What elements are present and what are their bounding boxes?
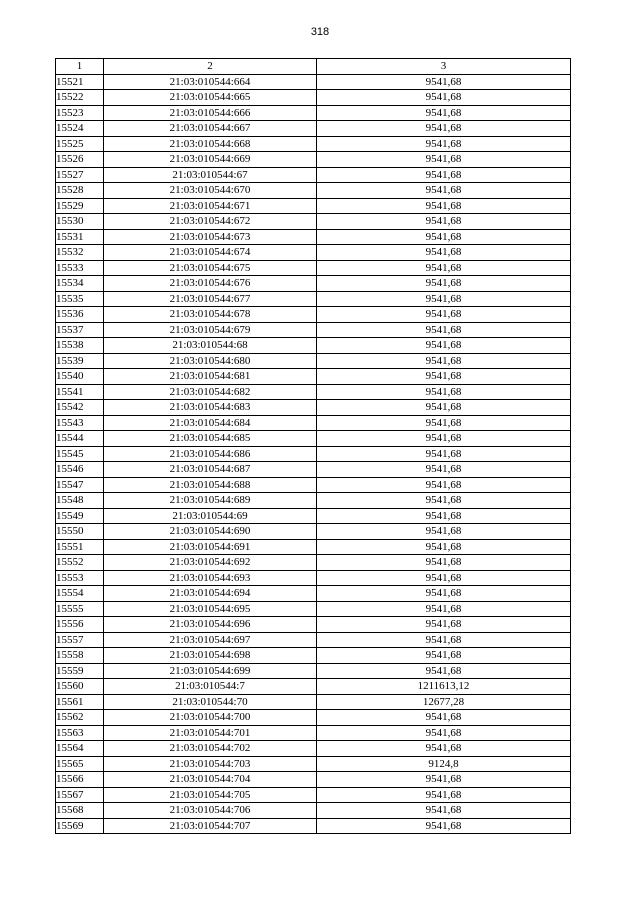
table-row (56, 415, 571, 431)
table-row (56, 136, 571, 152)
cadastral-number-cell: 21:03:010544:675 (104, 260, 317, 276)
row-number-cell: 15529 (56, 198, 104, 214)
row-number-cell: 15544 (56, 431, 104, 447)
row-number-cell: 15538 (56, 338, 104, 354)
cadastral-number-cell: 21:03:010544:703 (104, 756, 317, 772)
table-row (56, 307, 571, 323)
table-row (56, 369, 571, 385)
cadastral-number-cell: 21:03:010544:704 (104, 772, 317, 788)
cadastral-number-cell: 21:03:010544:667 (104, 121, 317, 137)
row-number-cell: 15552 (56, 555, 104, 571)
table-row (56, 353, 571, 369)
cadastral-number-cell: 21:03:010544:682 (104, 384, 317, 400)
value-cell: 9541,68 (317, 772, 571, 788)
value-cell: 12677,28 (317, 694, 571, 710)
value-cell: 9541,68 (317, 276, 571, 292)
table-row (56, 787, 571, 803)
cadastral-number-cell: 21:03:010544:67 (104, 167, 317, 183)
cadastral-number-cell: 21:03:010544:691 (104, 539, 317, 555)
column-header: 2 (104, 59, 317, 75)
value-cell: 9541,68 (317, 400, 571, 416)
row-number-cell: 15568 (56, 803, 104, 819)
cadastral-number-cell: 21:03:010544:683 (104, 400, 317, 416)
row-number-cell: 15566 (56, 772, 104, 788)
value-cell: 9541,68 (317, 524, 571, 540)
row-number-cell: 15541 (56, 384, 104, 400)
row-number-cell: 15542 (56, 400, 104, 416)
row-number-cell: 15532 (56, 245, 104, 261)
table-header-row (56, 59, 571, 75)
cadastral-number-cell: 21:03:010544:697 (104, 632, 317, 648)
value-cell: 9541,68 (317, 167, 571, 183)
value-cell: 9541,68 (317, 818, 571, 834)
table-row (56, 214, 571, 230)
value-cell: 9541,68 (317, 415, 571, 431)
row-number-cell: 15546 (56, 462, 104, 478)
table-row (56, 384, 571, 400)
row-number-cell: 15525 (56, 136, 104, 152)
table-row (56, 508, 571, 524)
value-cell: 9541,68 (317, 446, 571, 462)
table-row (56, 818, 571, 834)
cadastral-number-cell: 21:03:010544:695 (104, 601, 317, 617)
cadastral-number-cell: 21:03:010544:699 (104, 663, 317, 679)
row-number-cell: 15524 (56, 121, 104, 137)
table-row (56, 617, 571, 633)
table-row (56, 431, 571, 447)
table-row (56, 803, 571, 819)
table-row (56, 183, 571, 199)
value-cell: 9541,68 (317, 617, 571, 633)
cadastral-number-cell: 21:03:010544:684 (104, 415, 317, 431)
cadastral-number-cell: 21:03:010544:673 (104, 229, 317, 245)
cadastral-number-cell: 21:03:010544:69 (104, 508, 317, 524)
cadastral-number-cell: 21:03:010544:688 (104, 477, 317, 493)
row-number-cell: 15561 (56, 694, 104, 710)
cadastral-number-cell: 21:03:010544:666 (104, 105, 317, 121)
table-row (56, 198, 571, 214)
value-cell: 9541,68 (317, 245, 571, 261)
row-number-cell: 15559 (56, 663, 104, 679)
table-row (56, 756, 571, 772)
cadastral-number-cell: 21:03:010544:701 (104, 725, 317, 741)
row-number-cell: 15535 (56, 291, 104, 307)
cadastral-number-cell: 21:03:010544:705 (104, 787, 317, 803)
row-number-cell: 15569 (56, 818, 104, 834)
table-row (56, 74, 571, 90)
cadastral-number-cell: 21:03:010544:681 (104, 369, 317, 385)
table-row (56, 694, 571, 710)
value-cell: 9541,68 (317, 431, 571, 447)
row-number-cell: 15548 (56, 493, 104, 509)
value-cell: 9541,68 (317, 260, 571, 276)
row-number-cell: 15551 (56, 539, 104, 555)
cadastral-number-cell: 21:03:010544:696 (104, 617, 317, 633)
value-cell: 9541,68 (317, 632, 571, 648)
value-cell: 9541,68 (317, 477, 571, 493)
table-row (56, 493, 571, 509)
value-cell: 1211613,12 (317, 679, 571, 695)
table-row (56, 400, 571, 416)
value-cell: 9541,68 (317, 90, 571, 106)
cadastral-number-cell: 21:03:010544:694 (104, 586, 317, 602)
value-cell: 9541,68 (317, 741, 571, 757)
row-number-cell: 15562 (56, 710, 104, 726)
cadastral-number-cell: 21:03:010544:706 (104, 803, 317, 819)
cadastral-number-cell: 21:03:010544:685 (104, 431, 317, 447)
cadastral-number-cell: 21:03:010544:702 (104, 741, 317, 757)
row-number-cell: 15543 (56, 415, 104, 431)
cadastral-number-cell: 21:03:010544:690 (104, 524, 317, 540)
table-row (56, 586, 571, 602)
row-number-cell: 15534 (56, 276, 104, 292)
column-header: 3 (317, 59, 571, 75)
value-cell: 9541,68 (317, 74, 571, 90)
value-cell: 9541,68 (317, 338, 571, 354)
value-cell: 9541,68 (317, 198, 571, 214)
table-row (56, 772, 571, 788)
value-cell: 9541,68 (317, 555, 571, 571)
row-number-cell: 15555 (56, 601, 104, 617)
table-row (56, 260, 571, 276)
row-number-cell: 15550 (56, 524, 104, 540)
value-cell: 9541,68 (317, 648, 571, 664)
table-row (56, 90, 571, 106)
value-cell: 9541,68 (317, 322, 571, 338)
table-row (56, 338, 571, 354)
cadastral-number-cell: 21:03:010544:698 (104, 648, 317, 664)
row-number-cell: 15528 (56, 183, 104, 199)
table-row (56, 601, 571, 617)
value-cell: 9541,68 (317, 353, 571, 369)
row-number-cell: 15554 (56, 586, 104, 602)
table-row (56, 710, 571, 726)
row-number-cell: 15553 (56, 570, 104, 586)
cadastral-number-cell: 21:03:010544:68 (104, 338, 317, 354)
row-number-cell: 15565 (56, 756, 104, 772)
value-cell: 9541,68 (317, 493, 571, 509)
value-cell: 9541,68 (317, 570, 571, 586)
table-row (56, 555, 571, 571)
cadastral-number-cell: 21:03:010544:680 (104, 353, 317, 369)
table-row (56, 539, 571, 555)
cadastral-number-cell: 21:03:010544:664 (104, 74, 317, 90)
table-row (56, 446, 571, 462)
table-row (56, 679, 571, 695)
value-cell: 9541,68 (317, 291, 571, 307)
value-cell: 9541,68 (317, 152, 571, 168)
cadastral-number-cell: 21:03:010544:672 (104, 214, 317, 230)
row-number-cell: 15536 (56, 307, 104, 323)
value-cell: 9541,68 (317, 787, 571, 803)
cadastral-number-cell: 21:03:010544:693 (104, 570, 317, 586)
table-row (56, 477, 571, 493)
row-number-cell: 15549 (56, 508, 104, 524)
value-cell: 9541,68 (317, 539, 571, 555)
cadastral-number-cell: 21:03:010544:678 (104, 307, 317, 323)
value-cell: 9541,68 (317, 462, 571, 478)
row-number-cell: 15547 (56, 477, 104, 493)
row-number-cell: 15523 (56, 105, 104, 121)
table-row (56, 322, 571, 338)
table-row (56, 121, 571, 137)
cadastral-number-cell: 21:03:010544:692 (104, 555, 317, 571)
table-row (56, 725, 571, 741)
row-number-cell: 15533 (56, 260, 104, 276)
cadastral-number-cell: 21:03:010544:669 (104, 152, 317, 168)
table-row (56, 570, 571, 586)
table-row (56, 663, 571, 679)
value-cell: 9541,68 (317, 586, 571, 602)
table-row (56, 276, 571, 292)
table-row (56, 105, 571, 121)
cadastral-number-cell: 21:03:010544:668 (104, 136, 317, 152)
cadastral-number-cell: 21:03:010544:700 (104, 710, 317, 726)
table-row (56, 245, 571, 261)
value-cell: 9541,68 (317, 663, 571, 679)
value-cell: 9541,68 (317, 508, 571, 524)
table-row (56, 152, 571, 168)
table-row (56, 524, 571, 540)
row-number-cell: 15539 (56, 353, 104, 369)
value-cell: 9541,68 (317, 136, 571, 152)
table-row (56, 462, 571, 478)
cadastral-number-cell: 21:03:010544:679 (104, 322, 317, 338)
value-cell: 9541,68 (317, 725, 571, 741)
value-cell: 9541,68 (317, 803, 571, 819)
row-number-cell: 15556 (56, 617, 104, 633)
value-cell: 9541,68 (317, 307, 571, 323)
cadastral-number-cell: 21:03:010544:676 (104, 276, 317, 292)
row-number-cell: 15522 (56, 90, 104, 106)
row-number-cell: 15530 (56, 214, 104, 230)
value-cell: 9541,68 (317, 369, 571, 385)
value-cell: 9541,68 (317, 121, 571, 137)
value-cell: 9541,68 (317, 601, 571, 617)
cadastral-number-cell: 21:03:010544:677 (104, 291, 317, 307)
cadastral-number-cell: 21:03:010544:686 (104, 446, 317, 462)
row-number-cell: 15560 (56, 679, 104, 695)
cadastral-number-cell: 21:03:010544:665 (104, 90, 317, 106)
row-number-cell: 15531 (56, 229, 104, 245)
value-cell: 9541,68 (317, 710, 571, 726)
row-number-cell: 15540 (56, 369, 104, 385)
row-number-cell: 15545 (56, 446, 104, 462)
row-number-cell: 15558 (56, 648, 104, 664)
row-number-cell: 15537 (56, 322, 104, 338)
table-row (56, 229, 571, 245)
column-header: 1 (56, 59, 104, 75)
cadastral-number-cell: 21:03:010544:7 (104, 679, 317, 695)
cadastral-number-cell: 21:03:010544:674 (104, 245, 317, 261)
row-number-cell: 15557 (56, 632, 104, 648)
value-cell: 9541,68 (317, 384, 571, 400)
table-body (56, 74, 571, 834)
table-row (56, 741, 571, 757)
cadastral-number-cell: 21:03:010544:687 (104, 462, 317, 478)
page-number: 318 (310, 26, 330, 38)
value-cell: 9541,68 (317, 214, 571, 230)
cadastral-number-cell: 21:03:010544:670 (104, 183, 317, 199)
row-number-cell: 15526 (56, 152, 104, 168)
cadastral-number-cell: 21:03:010544:671 (104, 198, 317, 214)
value-cell: 9541,68 (317, 183, 571, 199)
row-number-cell: 15563 (56, 725, 104, 741)
table-row (56, 648, 571, 664)
row-number-cell: 15567 (56, 787, 104, 803)
cadastral-number-cell: 21:03:010544:689 (104, 493, 317, 509)
table-row (56, 632, 571, 648)
cadastral-number-cell: 21:03:010544:707 (104, 818, 317, 834)
table-row (56, 291, 571, 307)
cadastral-number-cell: 21:03:010544:70 (104, 694, 317, 710)
row-number-cell: 15564 (56, 741, 104, 757)
table-row (56, 167, 571, 183)
value-cell: 9541,68 (317, 229, 571, 245)
row-number-cell: 15527 (56, 167, 104, 183)
value-cell: 9541,68 (317, 105, 571, 121)
value-cell: 9124,8 (317, 756, 571, 772)
data-table (55, 58, 571, 834)
row-number-cell: 15521 (56, 74, 104, 90)
